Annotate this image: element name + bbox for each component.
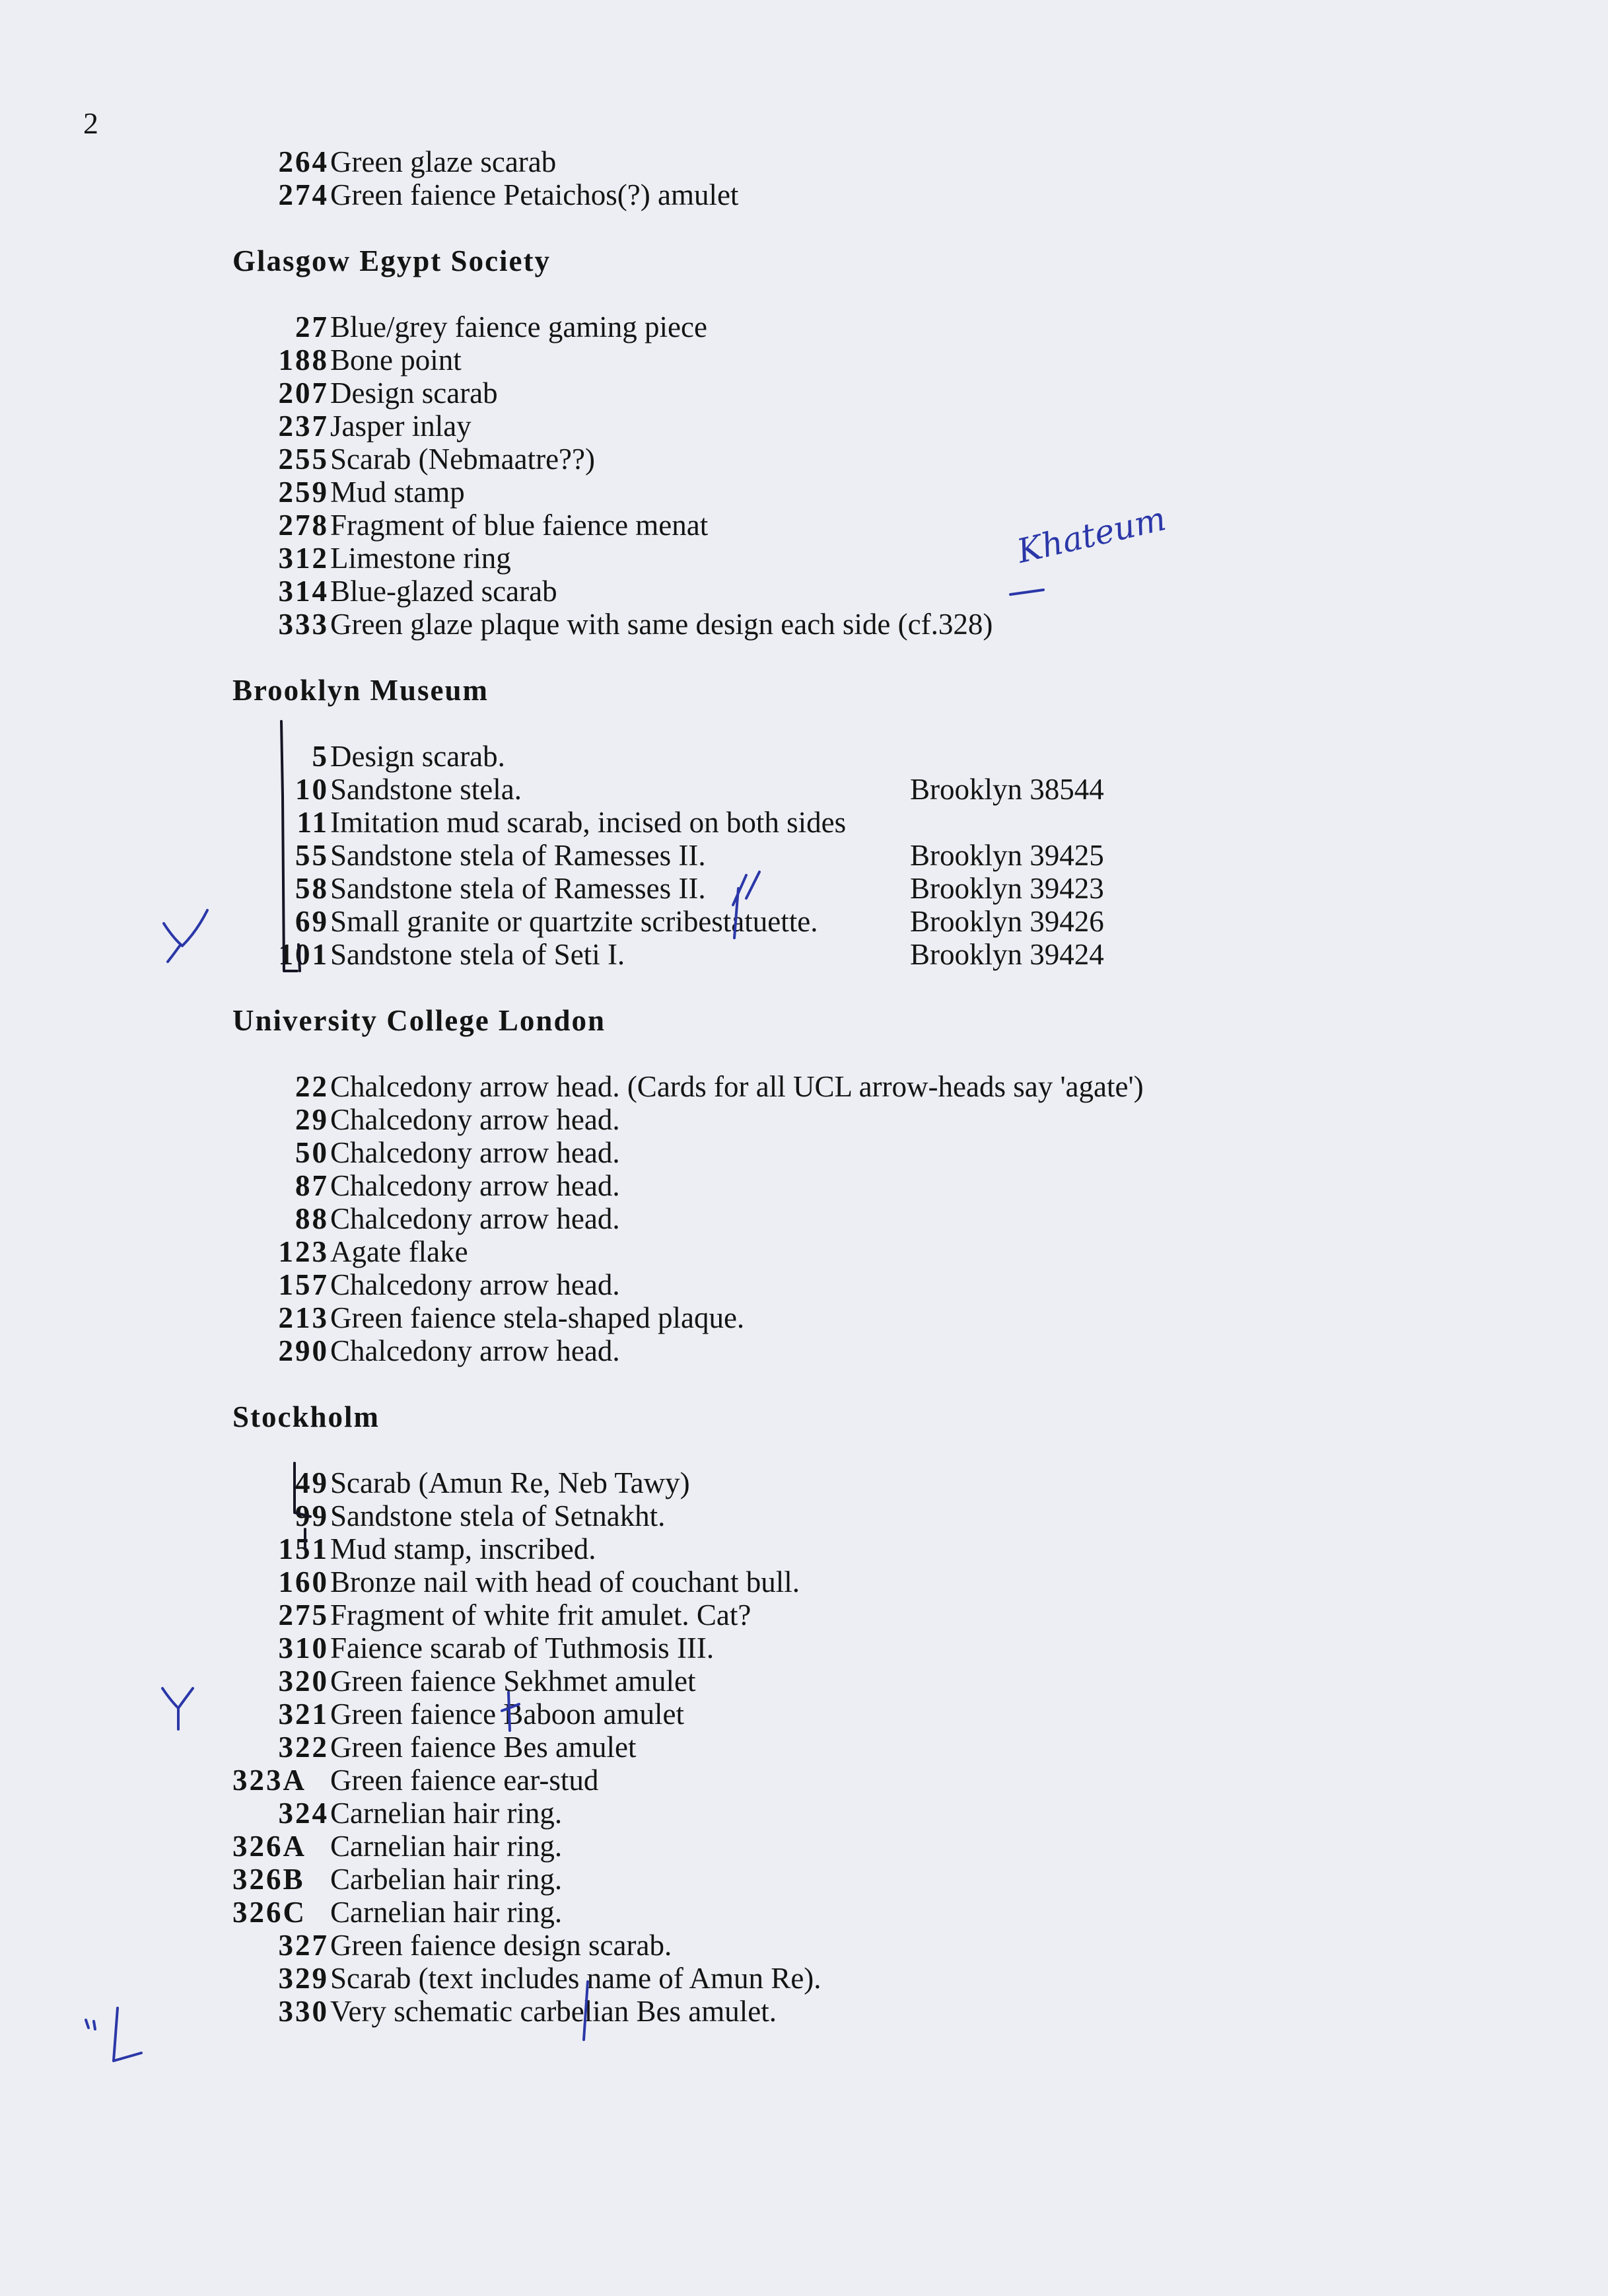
item-description: Sandstone stela of Seti I.: [330, 938, 625, 971]
item-description: Blue-glazed scarab: [330, 575, 557, 608]
item-number: 188: [278, 343, 329, 377]
museum-reference: Brooklyn 39425: [910, 839, 1104, 872]
item-number: 264: [278, 145, 329, 178]
list-item: [232, 377, 1520, 410]
item-description: Limestone ring: [330, 542, 511, 575]
list-item: [232, 1995, 1520, 2028]
item-number: 275: [278, 1598, 329, 1632]
list-item: [232, 1929, 1520, 1962]
list-item: [232, 1334, 1520, 1367]
list-item: [232, 1070, 1520, 1103]
item-description: Design scarab.: [330, 740, 505, 773]
item-number: 207: [278, 377, 329, 410]
item-description: Chalcedony arrow head. (Cards for all UCL arrow-heads say 'agate'): [330, 1070, 1144, 1103]
item-description: Carbelian hair ring.: [330, 1863, 563, 1896]
list-item: [232, 1830, 1520, 1863]
list-item: [232, 1499, 1520, 1532]
item-number: 69: [295, 905, 329, 938]
list-item: [232, 773, 1520, 806]
list-item: [232, 938, 1520, 971]
item-description: Mud stamp, inscribed.: [330, 1532, 596, 1565]
item-description: Carnelian hair ring.: [330, 1896, 563, 1929]
item-number: 5: [312, 740, 329, 773]
list-item: [232, 1698, 1520, 1731]
item-description: Green glaze scarab: [330, 145, 557, 178]
museum-reference: Brooklyn 39424: [910, 938, 1104, 971]
list-item: [232, 1169, 1520, 1202]
catalogue-page: [232, 145, 1520, 2028]
item-number: 10: [295, 773, 329, 806]
section-title: Glasgow Egypt Society: [232, 244, 551, 277]
list-item: [232, 1532, 1520, 1565]
item-number: 213: [278, 1301, 329, 1334]
item-number: 330: [278, 1995, 329, 2028]
item-description: Chalcedony arrow head.: [330, 1268, 620, 1301]
item-description: Sandstone stela.: [330, 773, 522, 806]
item-number: 49: [295, 1466, 329, 1499]
item-number: 237: [278, 410, 329, 443]
list-item: [232, 1598, 1520, 1632]
section-title: University College London: [232, 1004, 606, 1037]
item-description: Fragment of white frit amulet. Cat?: [330, 1598, 752, 1632]
list-item: [232, 1665, 1520, 1698]
item-number: 322: [278, 1731, 329, 1764]
item-number: 99: [295, 1499, 329, 1532]
item-number: 320: [278, 1665, 329, 1698]
item-number: 326A: [232, 1830, 306, 1863]
item-description: Blue/grey faience gaming piece: [330, 310, 707, 343]
item-description: Mud stamp: [330, 476, 465, 509]
item-description: Bone point: [330, 343, 462, 377]
list-item: [232, 1632, 1520, 1665]
item-number: 22: [295, 1070, 329, 1103]
section-title: Stockholm: [232, 1400, 380, 1433]
top-entries: [232, 145, 1520, 211]
item-number: 314: [278, 575, 329, 608]
list-item: [232, 1863, 1520, 1896]
item-description: Agate flake: [330, 1235, 468, 1268]
list-item: [232, 608, 1520, 641]
item-number: 11: [297, 806, 329, 839]
item-description: Green faience Sekhmet amulet: [330, 1665, 696, 1698]
item-number: 151: [278, 1532, 329, 1565]
item-number: 290: [278, 1334, 329, 1367]
list-item: [232, 1731, 1520, 1764]
item-description: Scarab (Amun Re, Neb Tawy): [330, 1466, 690, 1499]
item-description: Carnelian hair ring.: [330, 1797, 563, 1830]
item-number: 274: [278, 178, 329, 211]
list-item: [232, 575, 1520, 608]
list-item: [232, 145, 1520, 178]
item-description: Sandstone stela of Setnakht.: [330, 1499, 666, 1532]
list-item: [232, 178, 1520, 211]
section-stockholm: [232, 1400, 1520, 2028]
item-description: Imitation mud scarab, incised on both sides: [330, 806, 847, 839]
museum-reference: Brooklyn 38544: [910, 773, 1104, 806]
list-item: [232, 1466, 1520, 1499]
item-description: Green faience design scarab.: [330, 1929, 672, 1962]
item-description: Green faience Bes amulet: [330, 1731, 637, 1764]
item-number: 326B: [232, 1863, 305, 1896]
list-item: [232, 1136, 1520, 1169]
list-item: [232, 1202, 1520, 1235]
item-description: Chalcedony arrow head.: [330, 1103, 620, 1136]
item-description: Faience scarab of Tuthmosis III.: [330, 1632, 715, 1665]
list-item: [232, 740, 1520, 773]
item-number: 157: [278, 1268, 329, 1301]
list-item: [232, 806, 1520, 839]
item-description: Chalcedony arrow head.: [330, 1136, 620, 1169]
item-number: 321: [278, 1698, 329, 1731]
item-number: 101: [278, 938, 329, 971]
initials-mark: [86, 2008, 141, 2061]
item-description: Green faience ear-stud: [330, 1764, 599, 1797]
item-number: 323A: [232, 1764, 306, 1797]
list-item: [232, 1797, 1520, 1830]
list-item: [232, 542, 1520, 575]
item-number: 29: [295, 1103, 329, 1136]
section-glasgow: [232, 244, 1520, 641]
list-item: [232, 443, 1520, 476]
list-item: [232, 476, 1520, 509]
museum-reference: Brooklyn 39423: [910, 872, 1104, 905]
list-item: [232, 1764, 1520, 1797]
item-description: Chalcedony arrow head.: [330, 1334, 620, 1367]
item-number: 87: [295, 1169, 329, 1202]
list-item: [232, 872, 1520, 905]
item-description: Green faience Petaichos(?) amulet: [330, 178, 739, 211]
list-item: [232, 343, 1520, 377]
item-description: Scarab (text includes name of Amun Re).: [330, 1962, 821, 1995]
section-brooklyn: [232, 674, 1520, 971]
section-title: Brooklyn Museum: [232, 674, 489, 707]
item-number: 259: [278, 476, 329, 509]
item-description: Bronze nail with head of couchant bull.: [330, 1565, 800, 1598]
item-number: 255: [278, 443, 329, 476]
item-number: 310: [278, 1632, 329, 1665]
item-description: Carnelian hair ring.: [330, 1830, 563, 1863]
item-number: 326C: [232, 1896, 306, 1929]
list-item: [232, 1565, 1520, 1598]
museum-reference: Brooklyn 39426: [910, 905, 1104, 938]
item-number: 329: [278, 1962, 329, 1995]
list-item: [232, 1103, 1520, 1136]
item-number: 278: [278, 509, 329, 542]
list-item: [232, 1301, 1520, 1334]
item-number: 324: [278, 1797, 329, 1830]
item-number: 27: [295, 310, 329, 343]
item-number: 55: [295, 839, 329, 872]
item-description: Sandstone stela of Ramesses II.: [330, 839, 706, 872]
list-item: [232, 1235, 1520, 1268]
check-mark: [164, 910, 207, 962]
item-description: Design scarab: [330, 377, 498, 410]
item-number: 327: [278, 1929, 329, 1962]
item-number: 123: [278, 1235, 329, 1268]
list-item: [232, 310, 1520, 343]
list-item: [232, 509, 1520, 542]
item-number: 50: [295, 1136, 329, 1169]
list-item: [232, 1896, 1520, 1929]
list-item: [232, 1962, 1520, 1995]
section-ucl: [232, 1004, 1520, 1367]
item-description: Jasper inlay: [330, 410, 472, 443]
list-item: [232, 905, 1520, 938]
item-description: Green glaze plaque with same design each side (cf.328): [330, 608, 993, 641]
page-number: 2: [83, 106, 98, 140]
item-description: Small granite or quartzite scribestatuette.: [330, 905, 818, 938]
item-description: Sandstone stela of Ramesses II.: [330, 872, 706, 905]
list-item: [232, 1268, 1520, 1301]
item-description: Green faience stela-shaped plaque.: [330, 1301, 745, 1334]
item-description: Fragment of blue faience menat: [330, 509, 709, 542]
item-number: 58: [295, 872, 329, 905]
item-description: Very schematic carbelian Bes amulet.: [330, 1995, 777, 2028]
item-number: 312: [278, 542, 329, 575]
item-description: Scarab (Nebmaatre??): [330, 443, 595, 476]
check-mark: [162, 1688, 193, 1729]
list-item: [232, 839, 1520, 872]
item-number: 160: [278, 1565, 329, 1598]
item-description: Green faience Baboon amulet: [330, 1698, 685, 1731]
item-description: Chalcedony arrow head.: [330, 1169, 620, 1202]
item-description: Chalcedony arrow head.: [330, 1202, 620, 1235]
handwritten-note: Khateum: [1013, 499, 1170, 571]
item-number: 88: [295, 1202, 329, 1235]
list-item: [232, 410, 1520, 443]
item-number: 333: [278, 608, 329, 641]
